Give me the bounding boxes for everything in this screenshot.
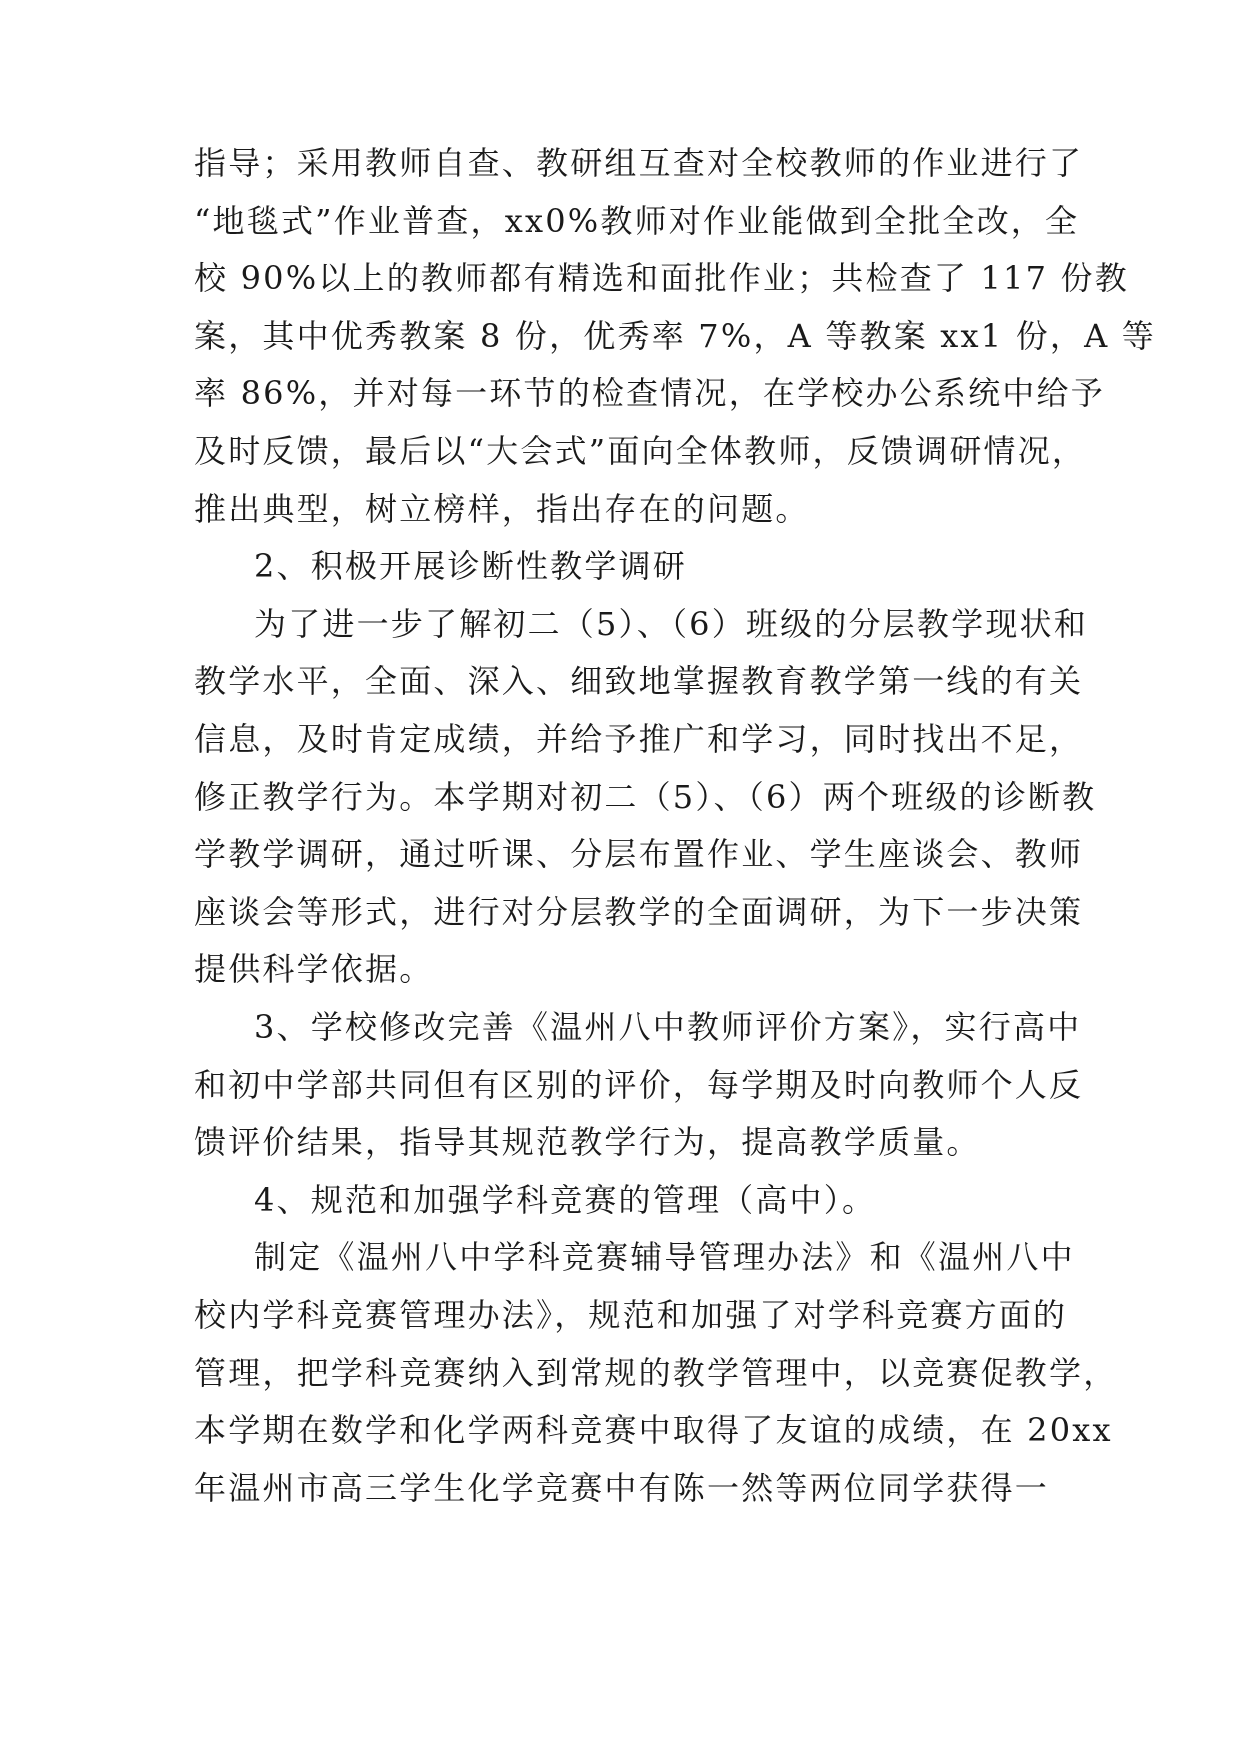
- text-line: 教学水平，全面、深入、细致地掌握教育教学第一线的有关: [194, 662, 1084, 701]
- text-line: 和初中学部共同但有区别的评价，每学期及时向教师个人反: [194, 1065, 1084, 1104]
- text-line: 及时反馈，最后以“大会式”面向全体教师，反馈调研情况，: [194, 432, 1087, 470]
- text-line: 4、规范和加强学科竞赛的管理（高中）。: [254, 1180, 877, 1219]
- text-line: 馈评价结果，指导其规范教学行为，提高教学质量。: [194, 1123, 981, 1162]
- text-line: 校 90%以上的教师都有精选和面批作业；共检查了 117 份教: [194, 259, 1129, 298]
- text-line: 率 86%，并对每一环节的检查情况，在学校办公系统中给予: [194, 374, 1105, 413]
- text-line: 制定《温州八中学科竞赛辅导管理办法》和《温州八中: [254, 1238, 1075, 1277]
- text-line: 案，其中优秀教案 8 份，优秀率 7%，A 等教案 xx1 份，A 等: [194, 316, 1157, 355]
- text-line: 信息，及时肯定成绩，并给予推广和学习，同时找出不足，: [194, 720, 1084, 758]
- text-line: “地毯式”作业普查，xx0%教师对作业能做到全批全改，全: [194, 201, 1080, 240]
- text-line: 学教学调研，通过听课、分层布置作业、学生座谈会、教师: [194, 835, 1084, 874]
- text-line: 提供科学依据。: [194, 950, 434, 989]
- text-line: 推出典型，树立榜样，指出存在的问题。: [194, 489, 810, 528]
- text-line: 座谈会等形式，进行对分层教学的全面调研，为下一步决策: [194, 892, 1084, 931]
- text-line: 修正教学行为。本学期对初二（5）、（6）两个班级的诊断教: [194, 777, 1097, 816]
- text-line: 指导；采用教师自查、教研组互查对全校教师的作业进行了: [194, 144, 1084, 182]
- text-line: 校内学科竞赛管理办法》，规范和加强了对学科竞赛方面的: [194, 1296, 1068, 1334]
- text-line: 2、积极开展诊断性教学调研: [254, 547, 687, 586]
- text-line: 管理，把学科竞赛纳入到常规的教学管理中，以竞赛促教学，: [194, 1353, 1118, 1392]
- text-line: 3、学校修改完善《温州八中教师评价方案》，实行高中: [254, 1008, 1082, 1046]
- text-line: 为了进一步了解初二（5）、（6）班级的分层教学现状和: [254, 604, 1088, 643]
- text-line: 年温州市高三学生化学竞赛中有陈一然等两位同学获得一: [194, 1468, 1050, 1507]
- text-line: 本学期在数学和化学两科竞赛中取得了友谊的成绩，在 20xx: [194, 1411, 1113, 1450]
